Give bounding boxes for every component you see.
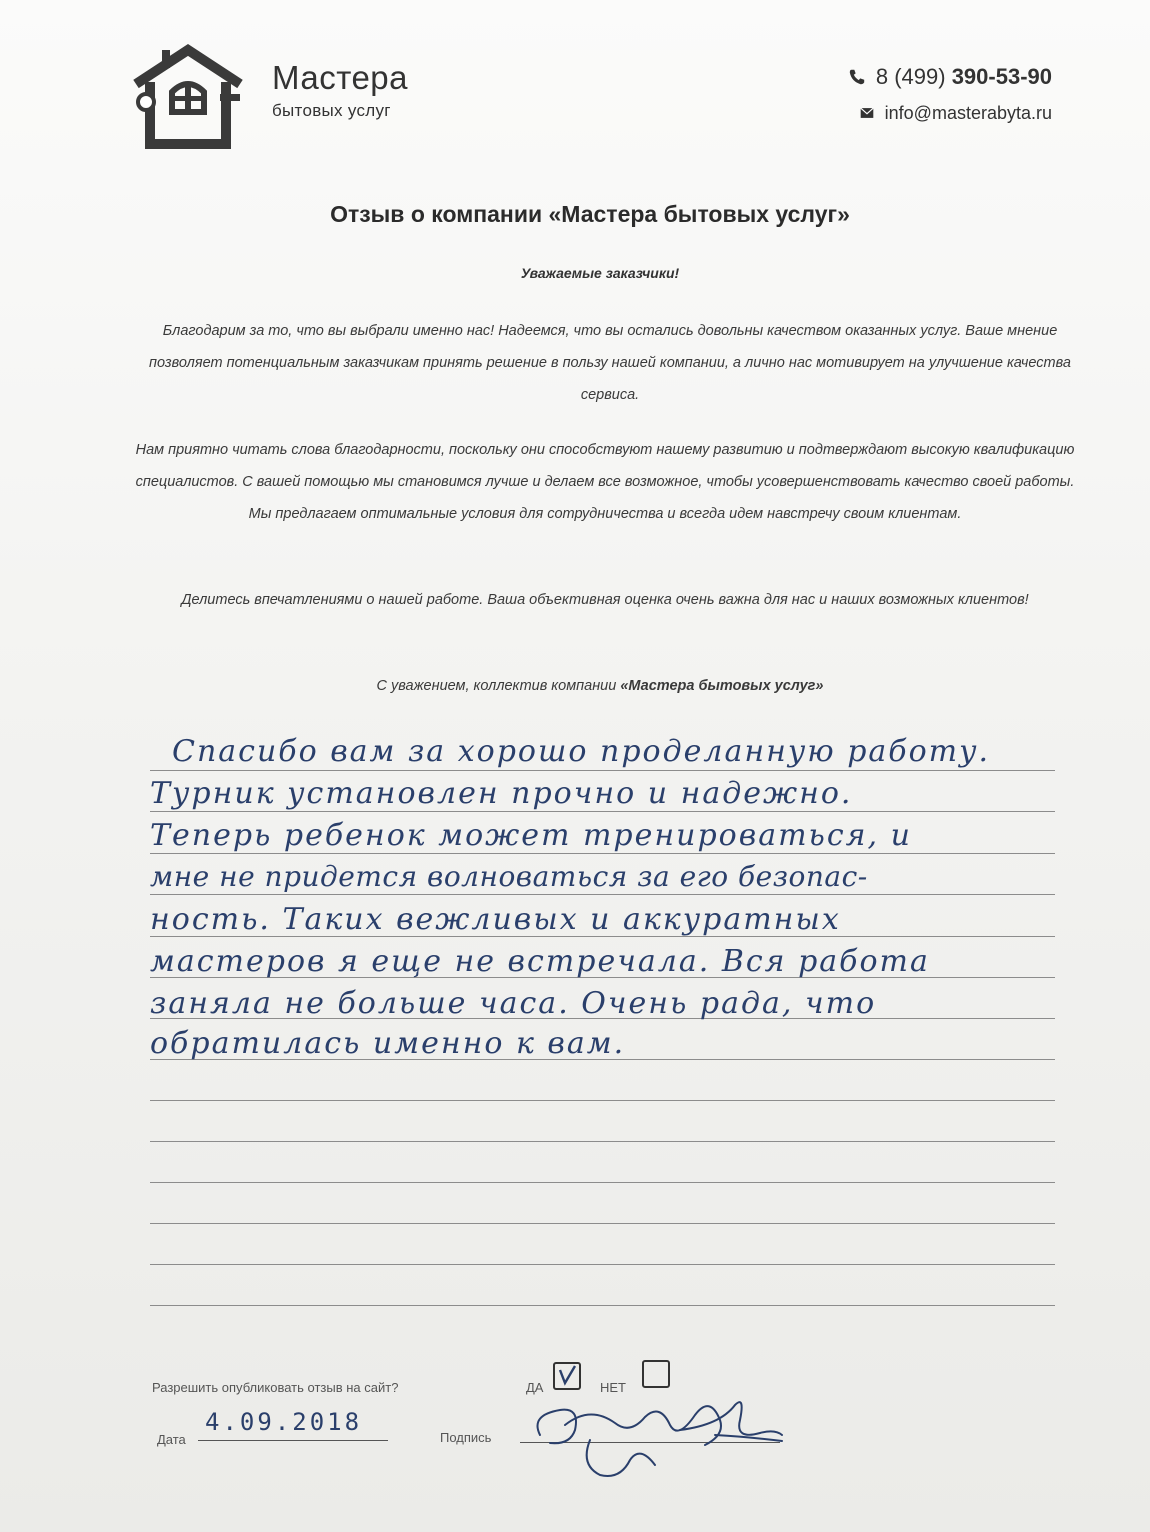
phone-icon: [848, 68, 866, 86]
signoff-text: С уважением, коллектив компании: [376, 678, 621, 694]
phone-main: 390-53-90: [951, 64, 1052, 89]
review-line-8: обратилась именно к вам.: [150, 1026, 626, 1061]
date-value: 4.09.2018: [205, 1408, 363, 1436]
rule-line: [150, 770, 1055, 771]
rule-line: [150, 853, 1055, 854]
phone-row: [848, 62, 1052, 92]
yes-label: ДА: [526, 1380, 544, 1395]
phone-number: [876, 64, 1052, 90]
house-logo-icon: [128, 42, 248, 154]
rule-line: [150, 1100, 1055, 1101]
review-line-6: мастеров я еще не встречала. Вся работа: [150, 944, 930, 979]
brand-subtitle: бытовых услуг: [272, 101, 391, 120]
rule-line: [150, 1305, 1055, 1306]
review-line-1: Спасибо вам за хорошо проделанную работу.: [172, 734, 991, 769]
review-line-7: заняла не больше часа. Очень рада, что: [150, 986, 877, 1021]
mail-icon: [859, 106, 875, 120]
signature-label: Подпись: [440, 1430, 492, 1445]
rule-line: [150, 1141, 1055, 1142]
rule-line: [150, 811, 1055, 812]
paragraph-2: Нам приятно читать слова благодарности, поскольку они способствуют нашему развитию и подтверждают высокую квалификацию специалистов. С вашей помощью мы становимся лучше и делаем все возможное, чтобы усовершенствовать качество своей работы. Мы предлагаем оптимальные условия для сотрудничества и всегда идем навстречу своим клиентам.: [135, 442, 1075, 522]
signature-scribble: [520, 1385, 790, 1495]
review-line-5: ность. Таких вежливых и аккуратных: [150, 902, 841, 937]
publish-question: Разрешить опубликовать отзыв на сайт?: [152, 1380, 399, 1395]
page-title: Отзыв о компании «Мастера бытовых услуг»: [330, 201, 850, 227]
date-label: Дата: [157, 1432, 186, 1447]
review-line-2: Турник установлен прочно и надежно.: [150, 776, 853, 811]
email-row: [848, 98, 1052, 128]
rule-line: [150, 1223, 1055, 1224]
review-line-3: Теперь ребенок может тренироваться, и: [150, 818, 912, 853]
no-label: НЕТ: [600, 1380, 626, 1395]
rule-line: [150, 1182, 1055, 1183]
paragraph-1: Благодарим за то, что вы выбрали именно нас! Надеемся, что вы остались довольны качеством оказанных услуг. Ваше мнение позволяет потенциальным заказчикам принять решение в пользу нашей компании, а лично нас мотивирует на улучшение качества сервиса.: [149, 323, 1071, 403]
brand-name: Мастера: [272, 59, 409, 96]
signoff-company: «Мастера бытовых услуг»: [620, 678, 824, 694]
rule-line: [150, 894, 1055, 895]
contacts: [848, 62, 1052, 128]
phone-prefix: 8 (499): [875, 64, 952, 89]
rule-line: [150, 1264, 1055, 1265]
brand: [272, 60, 408, 122]
paragraph-3: Делитесь впечатлениями о нашей работе. Ваша объективная оценка очень важна для нас и наших возможных клиентов!: [181, 592, 1029, 608]
no-checkbox[interactable]: [642, 1360, 670, 1388]
signoff: [0, 678, 1150, 694]
greeting: Уважаемые заказчики!: [520, 265, 680, 281]
date-underline: [198, 1440, 388, 1441]
review-line-4: мне не придется волноваться за его безопас-: [150, 860, 868, 893]
email-address: info@masterabyta.ru: [884, 102, 1052, 123]
